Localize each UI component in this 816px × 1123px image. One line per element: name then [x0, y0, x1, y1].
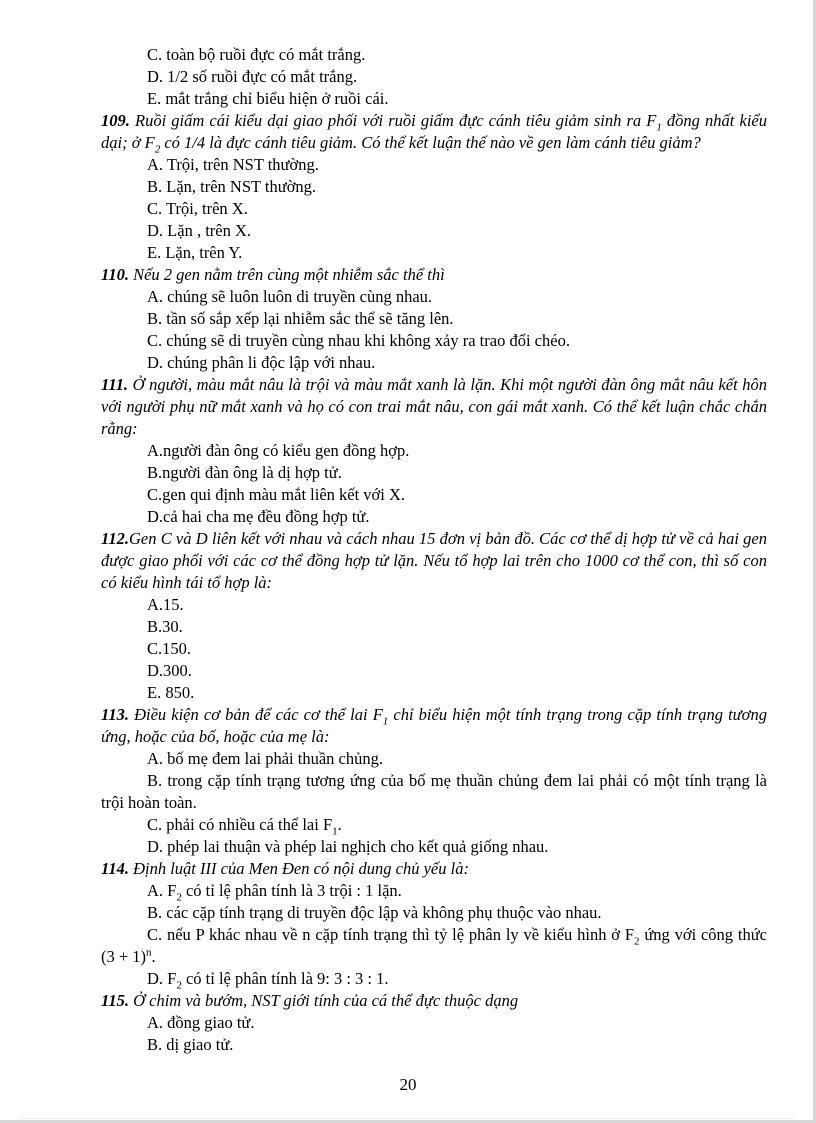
answer-option: C.gen qui định màu mắt liên kết với X. — [147, 485, 406, 504]
answer-option: B.người đàn ông là dị hợp tử. — [147, 463, 342, 482]
subscript: 2 — [154, 143, 161, 156]
answer-option: B. trong cặp tính trạng tương ứng của bố mẹ thuần chủng đem lai phải có một tính trạng là trội hoàn toàn. — [101, 771, 767, 812]
question-text: Ở chim và bướm, NST giới tính của cá thể đực thuộc dạng — [128, 991, 519, 1010]
question-text: Ở người, màu mắt nâu là trội và màu mắt xanh là lặn. Khi một người đàn ông mắt nâu kết hôn với người phụ nữ mắt xanh và họ có con trai mắt nâu, con gái mắt xanh. Có thể kết luận chắc chắn rằng: — [101, 375, 767, 438]
subscript: 1 — [656, 121, 662, 134]
question-112 — [101, 528, 767, 594]
question-115 — [101, 990, 767, 1012]
page-bottom-divider — [20, 1118, 793, 1119]
question-text: Định luật III của Men Đen có nội dung chủ yếu là: — [128, 859, 469, 878]
answer-option: B. tần số sắp xếp lại nhiễm sắc thể sẽ tăng lên. — [147, 309, 454, 328]
question-number: 111. — [101, 375, 129, 394]
answer-option: A.15. — [147, 595, 184, 614]
answer-option: D.cả hai cha mẹ đều đồng hợp tử. — [147, 507, 370, 526]
question-text: Ruồi giấm cái kiểu dại giao phối với ruồi giấm đực cánh tiêu giảm sinh ra F — [129, 111, 657, 130]
question-111 — [101, 374, 767, 440]
answer-option: C. toàn bộ ruồi đực có mắt trắng. — [147, 45, 366, 64]
option-text: . — [151, 947, 156, 966]
question-114 — [101, 858, 767, 880]
question-text: Nếu 2 gen nằm trên cùng một nhiễm sắc thể thì — [128, 265, 445, 284]
question-text: đồng nhất kiểu dại; ở F — [101, 111, 767, 152]
answer-option: A. chúng sẽ luôn luôn di truyền cùng nhau. — [147, 287, 433, 306]
answer-option: E. mắt trắng chỉ biểu hiện ở ruồi cái. — [147, 89, 389, 108]
answer-option: E. Lặn, trên Y. — [147, 243, 243, 262]
answer-option: A. bố mẹ đem lai phải thuần chủng. — [147, 749, 383, 768]
option-text: A. F — [147, 881, 177, 900]
question-text: có 1/4 là đực cánh tiêu giảm. Có thể kết luận thế nào về gen làm cánh tiêu giảm? — [160, 133, 701, 152]
option-text: C. phải có nhiều cá thể lai F — [147, 815, 333, 834]
page-number: 20 — [399, 1075, 417, 1094]
document-body — [101, 44, 767, 1056]
question-110 — [101, 264, 767, 286]
question-number: 114. — [101, 859, 129, 878]
question-number: 112. — [101, 529, 129, 548]
subscript: 2 — [634, 935, 640, 948]
answer-option: B. các cặp tính trạng di truyền độc lập và không phụ thuộc vào nhau. — [147, 903, 602, 922]
subscript: 1 — [382, 715, 389, 728]
option-text: D. F — [147, 969, 177, 988]
answer-option: D. chúng phân li độc lập với nhau. — [147, 353, 376, 372]
option-text: có tỉ lệ phân tính là 3 trội : 1 lặn. — [181, 881, 402, 900]
answer-option — [101, 924, 767, 968]
question-text: Điều kiện cơ bản để các cơ thể lai F — [128, 705, 383, 724]
answer-option: E. 850. — [147, 683, 195, 702]
answer-option — [101, 968, 767, 990]
answer-option — [101, 880, 767, 902]
answer-option: A.người đàn ông có kiểu gen đồng hợp. — [147, 441, 410, 460]
answer-option: B.30. — [147, 617, 183, 636]
question-109 — [101, 110, 767, 154]
question-number: 115. — [101, 991, 129, 1010]
answer-option: B. Lặn, trên NST thường. — [147, 177, 317, 196]
option-text: ứng với công thức (3 + 1) — [101, 925, 767, 966]
answer-option: A. đồng giao tử. — [147, 1013, 255, 1032]
answer-option: A. Trội, trên NST thường. — [147, 155, 319, 174]
subscript: 2 — [176, 979, 182, 992]
answer-option: C.150. — [147, 639, 192, 658]
option-text: C. nếu P khác nhau về n cặp tính trạng thì tỷ lệ phân ly về kiểu hình ở F — [147, 925, 634, 944]
answer-option: C. chúng sẽ di truyền cùng nhau khi không xảy ra trao đổi chéo. — [147, 331, 570, 350]
answer-option: B. dị giao tử. — [147, 1035, 234, 1054]
answer-option: D.300. — [147, 661, 192, 680]
answer-option — [101, 814, 767, 836]
option-text: . — [337, 815, 342, 834]
subscript: 2 — [176, 891, 182, 904]
question-number: 110. — [101, 265, 129, 284]
answer-option: C. Trội, trên X. — [147, 199, 248, 218]
question-text: Gen C và D liên kết với nhau và cách nhau 15 đơn vị bản đồ. Các cơ thể dị hợp tử về cả hai gen được giao phối với các cơ thể đồng hợp tử lặn. Nếu tổ hợp lai trên cho 1000 cơ thể con, thì số con có kiểu hình tái tổ hợp là: — [101, 529, 767, 592]
answer-option: D. Lặn , trên X. — [147, 221, 252, 240]
subscript: 1 — [332, 825, 338, 838]
question-number: 113. — [101, 705, 129, 724]
answer-option: D. phép lai thuận và phép lai nghịch cho kết quả giống nhau. — [147, 837, 549, 856]
answer-option: D. 1/2 số ruồi đực có mắt trắng. — [147, 67, 358, 86]
question-113 — [101, 704, 767, 748]
superscript: n — [146, 946, 152, 959]
option-text: có tỉ lệ phân tính là 9: 3 : 3 : 1. — [181, 969, 389, 988]
question-text: chỉ biểu hiện một tính trạng trong cặp tính trạng tương ứng, hoặc của bố, hoặc của mẹ là: — [101, 705, 767, 746]
question-number: 109. — [101, 111, 130, 130]
